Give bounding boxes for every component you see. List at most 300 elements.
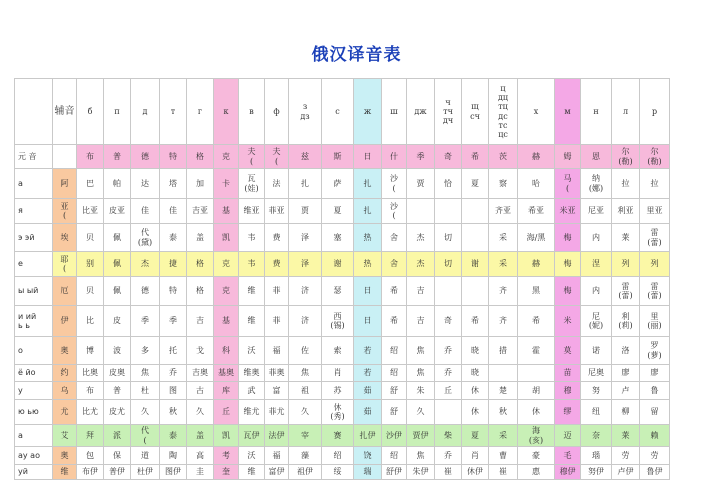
table-cell: 祖伊 [289,465,322,480]
table-cell: 吉亚 [187,199,214,224]
table-cell: 克 [214,277,239,306]
table-cell: 特 [160,277,187,306]
table-cell: 恰 [435,169,462,199]
table-cell: 梅 [555,224,581,252]
page-title: 俄汉译音表 [311,45,402,65]
table-cell: 维奥 [239,365,265,382]
column-header: з дз [289,79,322,145]
table-cell [518,365,555,382]
table-cell: 埃 [53,224,77,252]
table-cell: 索 [322,337,354,365]
column-header: к [214,79,239,145]
table-cell: 富伊 [265,465,289,480]
table-cell: 多 [131,337,160,365]
table-cell: 热 [354,252,382,277]
table-row [15,337,670,365]
table-cell: 米亚 [555,199,581,224]
table-cell: 瓦 (娃) [239,169,265,199]
table-cell: 休 (秀) [322,400,354,425]
table-cell: 莱 [612,425,640,447]
table-cell: 佩 [104,224,131,252]
table-cell: 季 [407,145,435,169]
table-cell: 泰 [160,224,187,252]
table-cell: 秋 [489,400,518,425]
table-cell: 列 [612,252,640,277]
table-cell: 姆 [555,145,581,169]
table-cell: 布伊 [77,465,104,480]
table-cell: 饶 [354,447,382,465]
table-row [15,169,670,199]
table-row [15,425,670,447]
table-row [15,365,670,382]
table-cell: 迈 [555,425,581,447]
table-cell: 比尤 [77,400,104,425]
table-cell: 梅 [555,252,581,277]
table-cell: 塔 [160,169,187,199]
table-cell: 皮尤 [104,400,131,425]
table-cell: 绥 [322,465,354,480]
table-cell: 柴 [435,425,462,447]
table-cell: 穆伊 [555,465,581,480]
table-cell: 齐 [489,306,518,337]
table-cell: 舍 [382,224,407,252]
table-cell: 劳 [612,447,640,465]
table-cell: 希 [462,145,489,169]
table-cell: 丘 [214,400,239,425]
table-cell: 久 [407,400,435,425]
table-cell: 雷 (蕾) [612,277,640,306]
table-cell: 德 [131,277,160,306]
table-cell: 富 [265,382,289,400]
table-cell: 穆 [555,382,581,400]
table-cell: 廖 [612,365,640,382]
table-cell: 乔 [435,447,462,465]
table-cell: 泽 [289,224,322,252]
table-cell: 佩 [104,252,131,277]
table-cell [462,277,489,306]
table-cell: 维 [239,465,265,480]
table-cell: 基 [214,199,239,224]
table-cell: 图伊 [160,465,187,480]
table-cell: 杰 [407,252,435,277]
table-cell: 日 [354,277,382,306]
table-cell: 茨 [489,145,518,169]
row-vowel-label: ё йо [15,365,53,382]
table-cell: 比亚 [77,199,104,224]
table-cell: 普 [104,382,131,400]
column-header: с [322,79,354,145]
table-cell: 奥 [53,447,77,465]
table-cell: 派 [104,425,131,447]
table-cell: 努 [581,382,612,400]
table-cell [489,365,518,382]
column-header: б [77,79,104,145]
table-cell: 希 [382,306,407,337]
table-cell: 乌 [53,382,77,400]
table-cell: 诺 [581,337,612,365]
table-cell: 列 [640,252,670,277]
table-cell: 恩 [581,145,612,169]
table-cell: 泽 [289,252,322,277]
table-cell: 贾 [289,199,322,224]
table-cell: 武 [239,382,265,400]
table-cell: 斯 [322,145,354,169]
table-cell: 保 [104,447,131,465]
table-cell: 沙伊 [382,425,407,447]
table-cell: 胡 [518,382,555,400]
table-cell [462,224,489,252]
table-cell: 秋 [160,400,187,425]
table-cell: 凯 [214,425,239,447]
table-cell: 维 [53,465,77,480]
table-row [15,277,670,306]
table-cell: 格 [187,277,214,306]
table-cell: 西 (锡) [322,306,354,337]
table-cell: 瓦伊 [239,425,265,447]
column-header: ф [265,79,289,145]
table-cell: 利亚 [612,199,640,224]
table-cell: 济 [289,306,322,337]
table-cell: 尤 [53,400,77,425]
table-cell: 季 [160,306,187,337]
table-cell: 鲁伊 [640,465,670,480]
table-cell: 维尤 [239,400,265,425]
table-cell: 代 (黛) [131,224,160,252]
table-cell: 舍 [382,252,407,277]
table-cell: 陶 [160,447,187,465]
table-cell: 崔 [489,465,518,480]
table-cell: 绍 [382,365,407,382]
column-header: р [640,79,670,145]
table-cell: 拜 [77,425,104,447]
row-vowel-label: ы ый [15,277,53,306]
table-cell: 扎 [354,169,382,199]
table-cell: 乔 [435,337,462,365]
table-cell: 盖 [187,224,214,252]
table-cell: 雷 (蕾) [640,224,670,252]
table-cell: 沃 [239,447,265,465]
table-cell: 豪 [518,447,555,465]
table-cell: 夫 ( [239,145,265,169]
table-cell: 考 [214,447,239,465]
table-cell: 瑞 [354,465,382,480]
table-cell: 柳 [612,400,640,425]
table-cell: 泰 [160,425,187,447]
table-cell: 菲奥 [265,365,289,382]
table-cell: 绍 [382,447,407,465]
table-cell: 惠 [518,465,555,480]
table-cell: 卢 [612,382,640,400]
table-cell [435,199,462,224]
table-cell: 赛 [322,425,354,447]
table-cell: 贾 [407,169,435,199]
table-cell: 卢伊 [612,465,640,480]
table-cell: 维 [239,306,265,337]
table-cell: 厄 [53,277,77,306]
table-cell: 留 [640,400,670,425]
table-cell: 措 [489,337,518,365]
row-vowel-label: у [15,382,53,400]
table-cell: 奇 [435,145,462,169]
table-cell: 藻 [289,447,322,465]
table-cell: 法伊 [265,425,289,447]
table-cell: 朱伊 [407,465,435,480]
table-cell: 托 [160,337,187,365]
table-cell: 劳 [640,447,670,465]
table-cell: 马 ( [555,169,581,199]
table-cell: 奎 [214,465,239,480]
table-cell: 察 [489,169,518,199]
table-cell: 贾伊 [407,425,435,447]
table-cell: 赫 [518,145,555,169]
table-cell: 毛 [555,447,581,465]
table-cell: 菲亚 [265,199,289,224]
table-cell: 乔 [435,365,462,382]
table-cell: 克 [214,252,239,277]
table-cell: 法 [265,169,289,199]
column-header: л [612,79,640,145]
table-cell: 若 [354,365,382,382]
table-cell: 盖 [187,425,214,447]
header-row [15,79,670,145]
table-cell: 鲁 [640,382,670,400]
table-cell: 沙 ( [382,199,407,224]
table-cell: 希亚 [518,199,555,224]
table-cell: 梅 [555,277,581,306]
table-cell: 夫 ( [265,145,289,169]
table-cell: 莱 [612,224,640,252]
row-vowel-label: 元 音 [15,145,53,169]
table-cell: 奇 [435,306,462,337]
table-cell: 内 [581,224,612,252]
table-cell: 利 (莉) [612,306,640,337]
table-cell: 赖 [640,425,670,447]
table-cell: 伊 [53,306,77,337]
table-cell: 内 [581,277,612,306]
table-cell: 阿 [53,169,77,199]
table-cell: 肖 [322,365,354,382]
column-header: д [131,79,160,145]
table-cell: 谢 [462,252,489,277]
column-header: м [555,79,581,145]
table-row [15,306,670,337]
table-cell: 帕 [104,169,131,199]
column-header: дж [407,79,435,145]
table-cell: 贝 [77,224,104,252]
table-cell: 博 [77,337,104,365]
table-cell: 费 [265,252,289,277]
table-cell: 塞 [322,224,354,252]
table-cell: 别 [77,252,104,277]
table-cell: 基 [214,306,239,337]
table-cell: 舒 [382,400,407,425]
table-cell: 休 [518,400,555,425]
table-cell: 切 [435,252,462,277]
table-cell: 里亚 [640,199,670,224]
table-cell: 加 [187,169,214,199]
table-cell: 约 [53,365,77,382]
column-header: х [518,79,555,145]
table-cell: 晓 [462,365,489,382]
table-cell: 苏 [322,382,354,400]
table-cell: 耶 ( [53,252,77,277]
row-vowel-label: э эй [15,224,53,252]
table-cell: 季 [131,306,160,337]
table-cell: 日 [354,145,382,169]
table-cell: 雷 (蕾) [640,277,670,306]
table-cell: 霍 [518,337,555,365]
table-cell: 焦 [289,365,322,382]
table-cell: 晓 [462,337,489,365]
table-cell: 佩 [104,277,131,306]
table-cell: 洛 [612,337,640,365]
table-cell: 皮奥 [104,365,131,382]
table-cell: 若 [354,337,382,365]
table-cell: 齐亚 [489,199,518,224]
table-cell: 维 [239,277,265,306]
table-cell: 克 [214,145,239,169]
table-cell: 缪 [555,400,581,425]
table-cell: 焦 [407,447,435,465]
table-cell: 茹 [354,400,382,425]
table-cell: 茹 [354,382,382,400]
row-vowel-label: ю ью [15,400,53,425]
table-cell: 捷 [160,252,187,277]
table-cell: 福 [265,447,289,465]
column-header: ч тч дч [435,79,462,145]
table-cell: 普 [104,145,131,169]
table-cell [53,145,77,169]
table-cell: 韦 [239,224,265,252]
column-header: г [187,79,214,145]
table-cell: 尼亚 [581,199,612,224]
column-header: в [239,79,265,145]
transliteration-table-container [14,78,670,480]
table-cell: 采 [489,425,518,447]
table-cell: 赫 [518,252,555,277]
table-cell: 楚 [489,382,518,400]
table-cell: 杜 [131,382,160,400]
table-cell: 凯 [214,224,239,252]
table-cell: 福 [265,337,289,365]
table-cell [435,400,462,425]
table-cell: 拉 [640,169,670,199]
table-cell: 达 [131,169,160,199]
table-row [15,447,670,465]
table-cell: 扎 [289,169,322,199]
table-cell: 沃 [239,337,265,365]
table-cell: 格 [187,145,214,169]
table-cell: 夏 [462,425,489,447]
table-cell: 哈 [518,169,555,199]
table-cell: 艾 [53,425,77,447]
transliteration-table [14,78,670,480]
table-cell: 维亚 [239,199,265,224]
table-cell: 宰 [289,425,322,447]
corner-cell [15,79,53,145]
table-cell: 祖 [289,382,322,400]
table-cell: 久 [289,400,322,425]
table-cell [462,199,489,224]
table-row [15,382,670,400]
table-cell: 皮 [104,306,131,337]
table-cell: 科 [214,337,239,365]
table-cell: 久 [131,400,160,425]
table-cell: 日 [354,306,382,337]
table-cell: 图 [160,382,187,400]
table-cell: 瑙 [581,447,612,465]
table-cell: 久 [187,400,214,425]
table-cell: 库 [214,382,239,400]
table-cell: 比 [77,306,104,337]
column-header: ц дц тц дс тс цс [489,79,518,145]
table-cell: 莫 [555,337,581,365]
table-cell: 波 [104,337,131,365]
table-cell: 尔 (勒) [612,145,640,169]
table-cell: 采 [489,252,518,277]
row-vowel-label: и ий ь ь [15,306,53,337]
table-row [15,400,670,425]
table-cell: 努伊 [581,465,612,480]
table-cell: 韦 [239,252,265,277]
table-cell: 热 [354,224,382,252]
table-cell [435,277,462,306]
table-cell: 萨 [322,169,354,199]
table-cell: 拉 [612,169,640,199]
table-cell: 休伊 [462,465,489,480]
table-cell: 舒伊 [382,465,407,480]
table-cell: 兹 [289,145,322,169]
table-cell: 尔 (勒) [640,145,670,169]
table-cell: 舒 [382,382,407,400]
table-row [15,224,670,252]
table-cell: 瑟 [322,277,354,306]
table-cell: 希 [462,306,489,337]
table-cell: 罗 (萝) [640,337,670,365]
table-cell: 休 [462,382,489,400]
table-cell: 基奥 [214,365,239,382]
table-cell: 纳 (娜) [581,169,612,199]
row-vowel-label: а [15,169,53,199]
table-cell: 菲 [265,277,289,306]
table-cell: 肖 [462,447,489,465]
table-cell: 费 [265,224,289,252]
table-cell: 什 [382,145,407,169]
table-cell: 焦 [407,365,435,382]
table-cell: 尼 (妮) [581,306,612,337]
table-cell: 乔 [160,365,187,382]
table-cell: 希 [518,306,555,337]
consonant-header: 辅音 [53,79,77,145]
table-row [15,252,670,277]
table-cell: 德 [131,145,160,169]
table-cell: 曹 [489,447,518,465]
table-cell: 夏 [462,169,489,199]
table-cell: 海/黑 [518,224,555,252]
table-cell: 里 (丽) [640,306,670,337]
table-cell: 菲尤 [265,400,289,425]
table-cell: 佳 [131,199,160,224]
column-header: п [104,79,131,145]
table-cell: 谢 [322,252,354,277]
table-cell: 绍 [322,447,354,465]
table-cell: 采 [489,224,518,252]
table-cell: 崔 [435,465,462,480]
table-cell: 布 [77,145,104,169]
table-cell: 格 [187,252,214,277]
column-header: т [160,79,187,145]
table-cell: 朱 [407,382,435,400]
